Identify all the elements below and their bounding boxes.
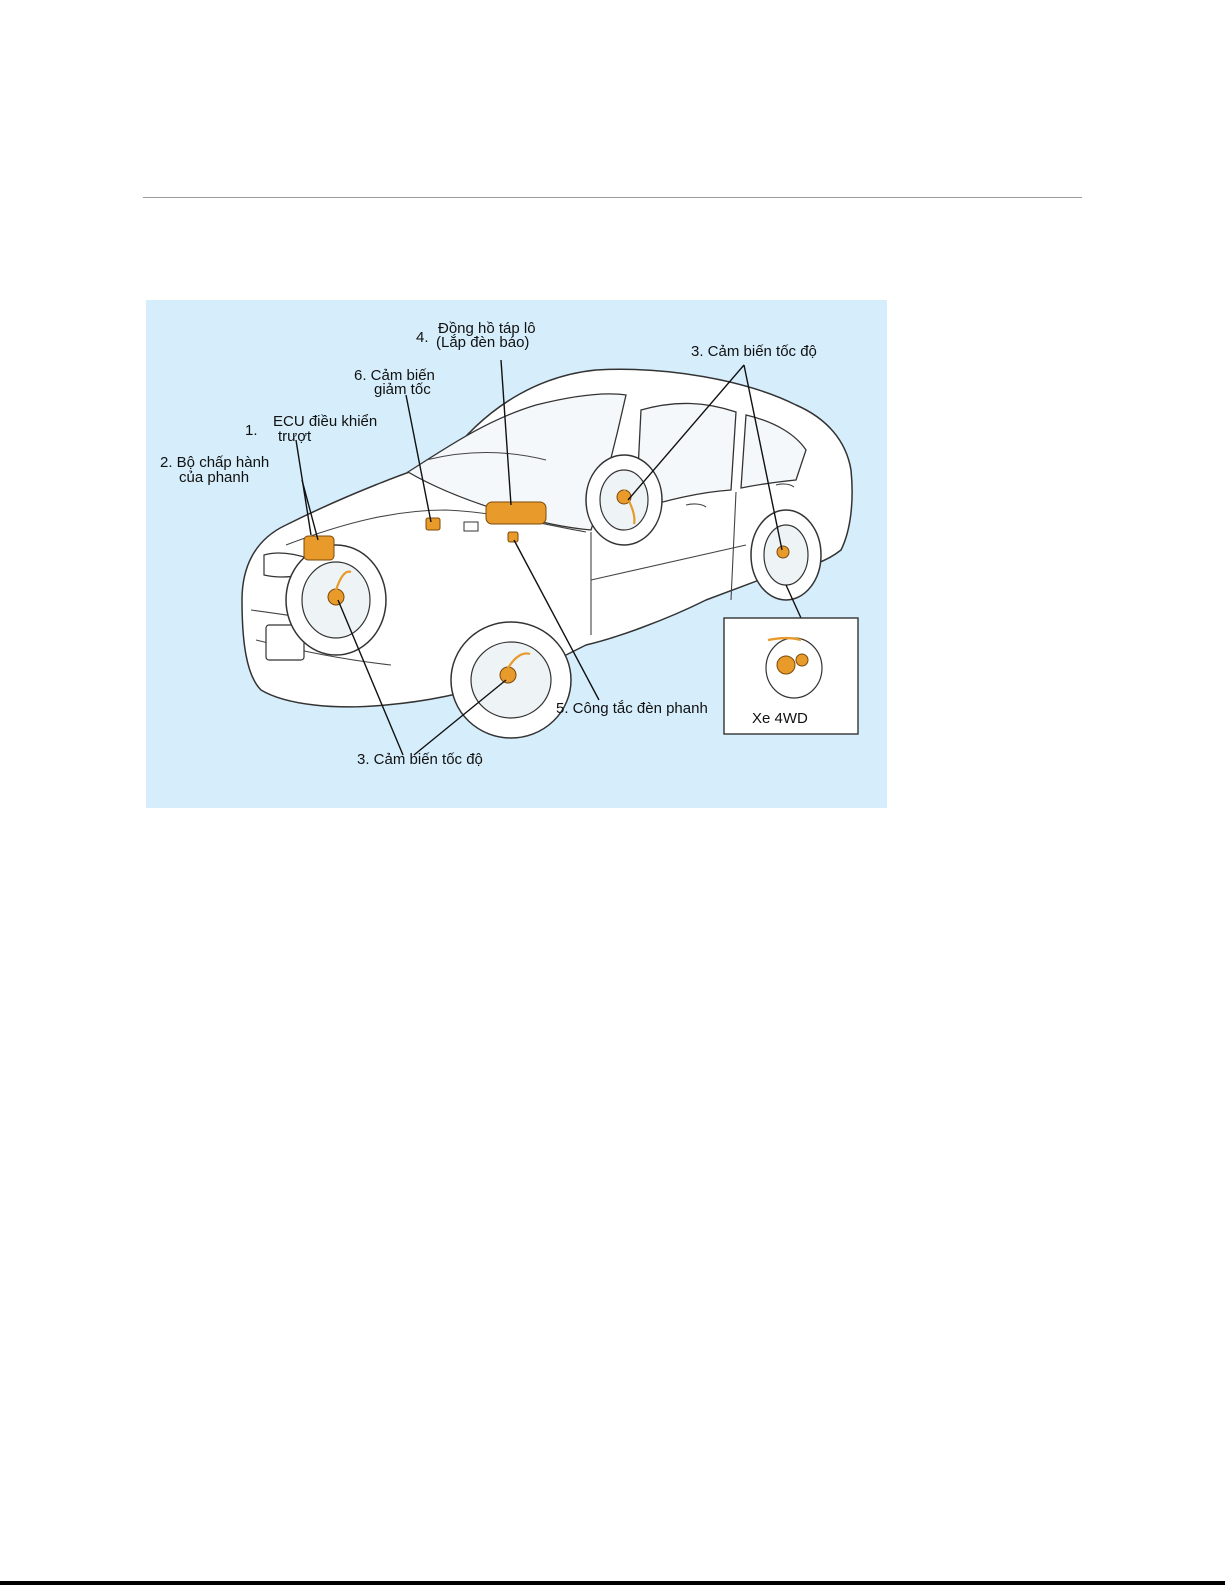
label-brake-switch: 5. Công tắc đèn phanh	[556, 700, 708, 717]
label-decel-line1: 6. Cảm biến	[354, 367, 435, 384]
label-ecu-line1: ECU điều khiển	[273, 413, 378, 430]
label-meter-line2: (Lắp đèn báo)	[436, 334, 530, 351]
header-divider	[143, 197, 1082, 198]
brake-actuator-component	[304, 536, 334, 560]
speed-sensor-front-left	[328, 589, 344, 605]
speed-sensor-front-right	[500, 667, 516, 683]
label-speed-sensor-bottom: 3. Cảm biến tốc độ	[357, 751, 483, 768]
ecu-box	[464, 522, 478, 531]
label-actuator-line1: 2. Bộ chấp hành	[160, 454, 270, 471]
combination-meter-component	[486, 502, 546, 524]
label-actuator-line2: của phanh	[179, 469, 250, 486]
label-decel-line2: giảm tốc	[374, 381, 431, 398]
label-inset-4wd: Xe 4WD	[752, 710, 808, 727]
label-ecu-number: 1.	[245, 422, 258, 439]
abs-components-diagram	[146, 300, 887, 808]
stop-light-switch-component	[508, 532, 518, 542]
label-meter-line1: Đồng hồ táp lô	[438, 320, 536, 337]
speed-sensor-rear-right	[777, 546, 789, 558]
decel-sensor-component	[426, 518, 440, 530]
car-illustration	[146, 300, 887, 808]
label-ecu-line2: trượt	[278, 428, 312, 445]
page-bottom-border	[0, 1581, 1225, 1585]
label-speed-sensor-top: 3. Cảm biến tốc độ	[691, 343, 817, 360]
label-meter-number: 4.	[416, 329, 429, 346]
